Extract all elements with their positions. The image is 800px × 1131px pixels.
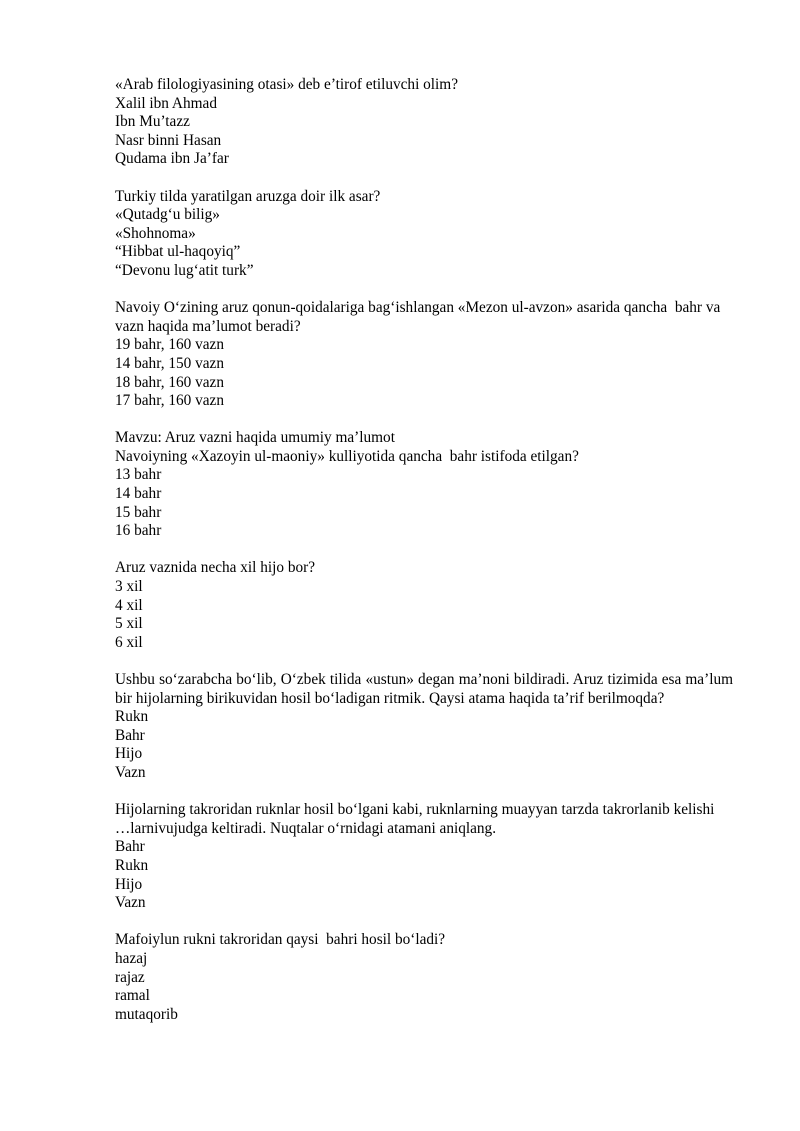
answer-option: rajaz [115, 968, 145, 986]
question-text: Navoiy O‘zining aruz qonun-qoidalariga bag‘ishlangan «Mezon ul-avzon» asarida qancha bahr va vazn haqida ma’lumot beradi? [115, 299, 728, 335]
answer-option: Ibn Mu’tazz [115, 113, 190, 131]
question-text: Navoiyning «Xazoyin ul-maoniy» kulliyotida qancha bahr istifoda etilgan? [115, 447, 579, 465]
question-block-2 [115, 188, 733, 281]
topic-heading: Mavzu: Aruz vazni haqida umumiy ma’lumot [115, 429, 395, 447]
answer-option: hazaj [115, 949, 148, 967]
question-block-7 [115, 801, 733, 913]
question-text: Mafoiylun rukni takroridan qaysi bahri hosil bo‘ladi? [115, 931, 446, 949]
question-text: Aruz vaznida necha xil hijo bor? [115, 559, 316, 577]
answer-option: Rukn [115, 708, 149, 726]
answer-option: Bahr [115, 726, 145, 744]
question-block-8 [115, 931, 733, 1024]
answer-option: Qudama ibn Ja’far [115, 150, 229, 168]
answer-option: «Qutadg‘u bilig» [115, 206, 220, 224]
answer-option: ramal [115, 987, 150, 1005]
question-block-3 [115, 299, 733, 411]
answer-option: 4 xil [115, 596, 143, 614]
answer-option: 6 xil [115, 633, 143, 651]
answer-option: 18 bahr, 160 vazn [115, 373, 224, 391]
answer-option: Vazn [115, 894, 146, 912]
answer-option: Bahr [115, 838, 145, 856]
answer-option: 19 bahr, 160 vazn [115, 336, 224, 354]
question-text: Turkiy tilda yaratilgan aruzga doir ilk asar? [115, 187, 381, 205]
answer-option: “Devonu lug‘atit turk” [115, 261, 254, 279]
answer-option: Hijo [115, 745, 143, 763]
answer-option: Vazn [115, 763, 146, 781]
answer-option: «Shohnoma» [115, 224, 196, 242]
question-block-5 [115, 559, 733, 652]
answer-option: Hijo [115, 875, 143, 893]
question-block-1 [115, 76, 733, 169]
answer-option: 15 bahr [115, 503, 162, 521]
answer-option: 16 bahr [115, 522, 162, 540]
question-block-6 [115, 671, 737, 783]
answer-option: 5 xil [115, 615, 143, 633]
answer-option: 14 bahr [115, 485, 162, 503]
question-block-4 [115, 429, 733, 541]
answer-option: Xalil ibn Ahmad [115, 94, 217, 112]
question-text: Hijolarning takroridan ruknlar hosil bo‘lgani kabi, ruknlarning muayyan tarzda takrorlanib kelishi …larnivujudga keltiradi. Nuqtalar o‘rnidagi atamani aniqlang. [115, 801, 719, 837]
answer-option: 3 xil [115, 578, 143, 596]
answer-option: 14 bahr, 150 vazn [115, 354, 224, 372]
answer-option: 13 bahr [115, 466, 162, 484]
answer-option: Nasr binni Hasan [115, 131, 222, 149]
question-text: «Arab filologiyasining otasi» deb e’tirof etiluvchi olim? [115, 76, 458, 93]
question-text: Ushbu so‘zarabcha bo‘lib, O‘zbek tilida «ustun» degan ma’noni bildiradi. Aruz tizimida esa ma’lum bir hijolarning birikuvidan hosil bo‘ladigan ritmik. Qaysi atama haqida ta’rif berilmoqda? [115, 671, 737, 707]
answer-option: mutaqorib [115, 1005, 178, 1023]
answer-option: 17 bahr, 160 vazn [115, 392, 224, 410]
answer-option: “Hibbat ul-haqoyiq” [115, 243, 241, 261]
answer-option: Rukn [115, 856, 149, 874]
document-page [115, 76, 737, 1043]
